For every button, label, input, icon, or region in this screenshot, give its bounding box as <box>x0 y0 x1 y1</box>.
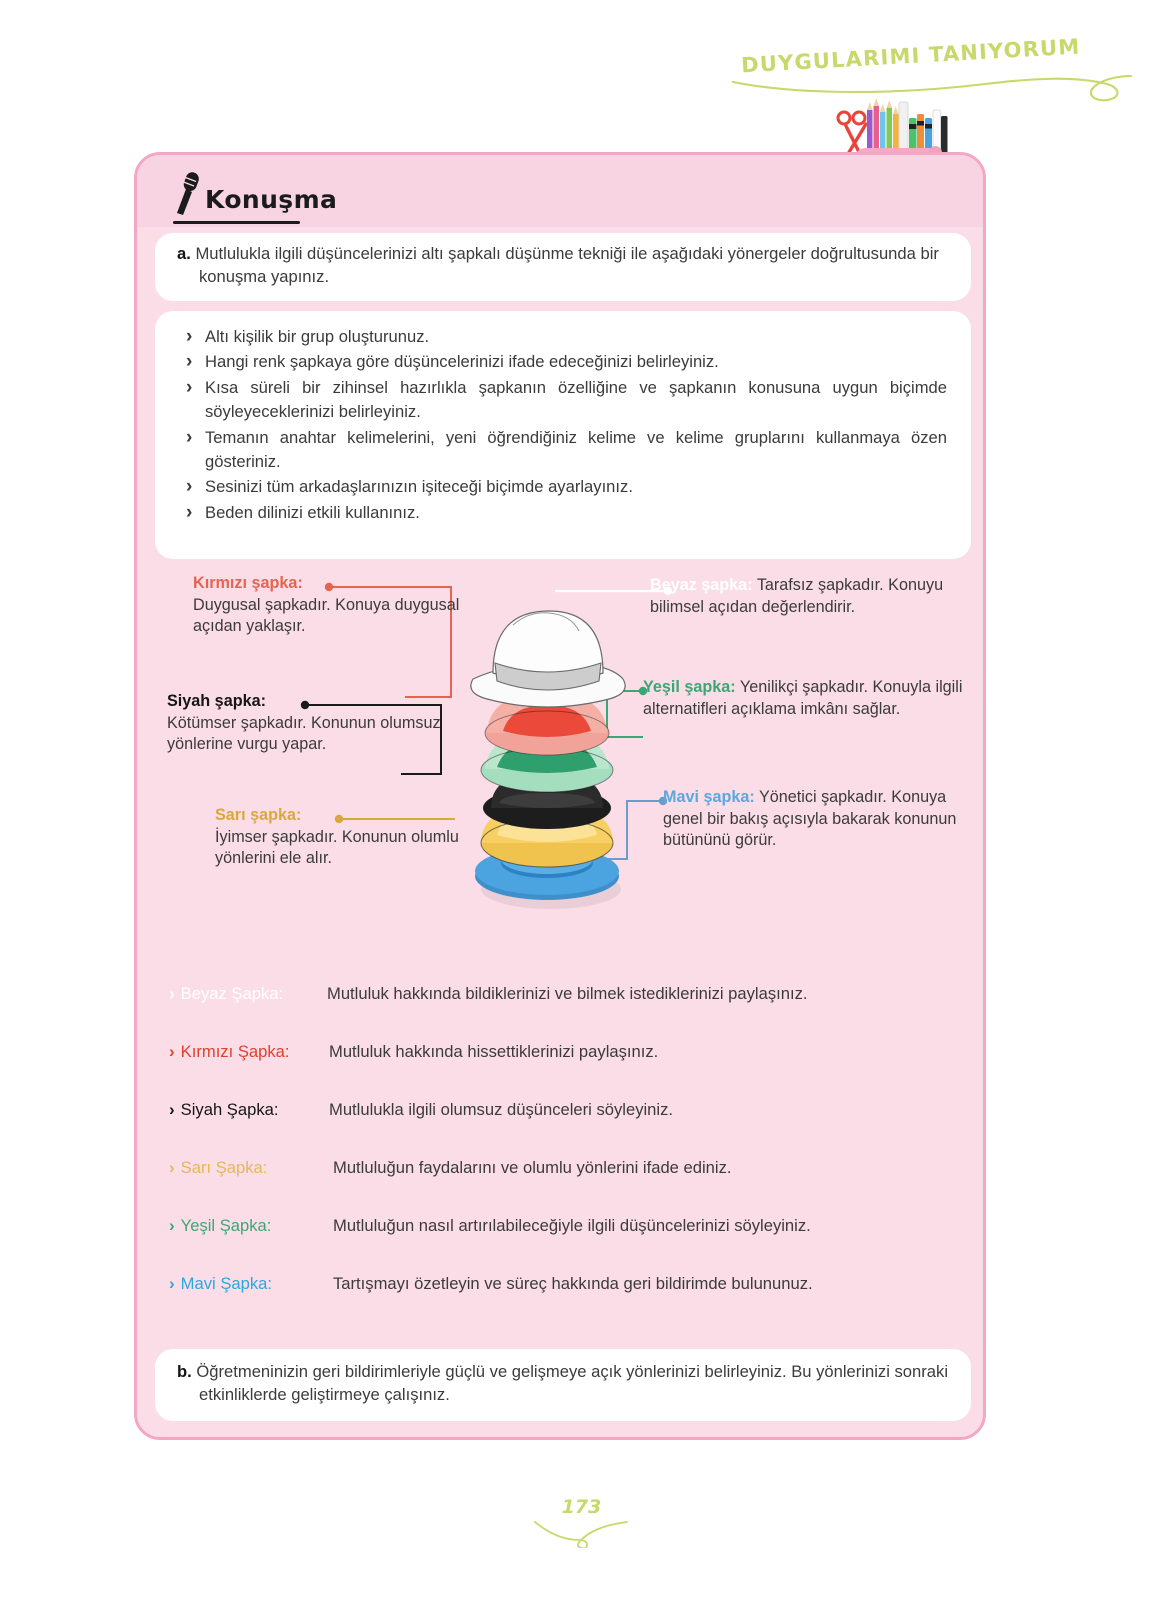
diagram-label-white-heading: Beyaz şapka: <box>650 576 753 594</box>
chevron-icon: › <box>169 1042 175 1061</box>
section-title-underline <box>173 221 300 224</box>
diagram-label-yellow-body: İyimser şapkadır. Konunun olumlu yönlerini ele alır. <box>215 827 459 868</box>
list-item: › Altı kişilik bir grup oluşturunuz. <box>183 325 951 349</box>
task-a-text <box>177 243 953 289</box>
diagram-label-red-heading: Kırmızı şapka: <box>193 574 303 592</box>
task-description: Tartışmayı özetleyin ve süreç hakkında geri bildirimde bulununuz. <box>333 1274 813 1293</box>
instruction-list-box <box>155 311 971 559</box>
diagram-label-white <box>650 575 960 618</box>
task-tag-label: Yeşil Şapka: <box>180 1216 272 1235</box>
chapter-title: DUYGULARIMI TANIYORUM <box>741 34 1082 78</box>
microphone-icon <box>173 171 203 217</box>
task-row <box>155 975 975 1033</box>
diagram-label-yellow <box>215 805 475 870</box>
task-row <box>155 1265 975 1323</box>
diagram-label-black-body: Kötümser şapkadır. Konunun olumsuz yönlerine vurgu yapar. <box>167 713 441 754</box>
task-tag-white <box>161 981 293 1008</box>
task-b-marker: b. <box>177 1362 192 1381</box>
page-number: 173 <box>561 1496 602 1518</box>
diagram-label-blue-body: Yönetici şapkadır. Konuya genel bir bakış açısıyla bakarak konunun bütününü görür. <box>663 788 957 850</box>
diagram-label-green <box>643 677 968 720</box>
task-tag-red <box>161 1039 300 1066</box>
task-row <box>155 1149 975 1207</box>
chevron-icon: › <box>169 1100 175 1119</box>
task-b-text <box>177 1361 953 1407</box>
chevron-icon: › <box>169 1274 175 1293</box>
chevron-icon: › <box>169 984 175 1003</box>
diagram-label-red <box>193 573 463 638</box>
list-item: › Beden dilinizi etkili kullanınız. <box>183 501 951 525</box>
diagram-label-red-body: Duygusal şapkadır. Konuya duygusal açıdan yaklaşır. <box>193 595 460 636</box>
list-item: › Hangi renk şapkaya göre düşüncelerinizi ifade edeceğinizi belirleyiniz. <box>183 350 951 374</box>
list-item: › Kısa süreli bir zihinsel hazırlıkla şapkanın özelliğine ve şapkanın konusuna uygun biçimde söyleyeceklerinizi belirleyiniz. <box>183 376 951 425</box>
task-row <box>155 1091 975 1149</box>
task-tag-yellow <box>161 1155 277 1182</box>
diagram-label-blue <box>663 787 968 852</box>
task-row <box>155 1207 975 1265</box>
diagram-label-yellow-heading: Sarı şapka: <box>215 806 302 824</box>
task-a-marker: a. <box>177 244 191 263</box>
chevron-icon: › <box>169 1158 175 1177</box>
task-tag-label: Mavi Şapka: <box>180 1274 272 1293</box>
stacked-hats-illustration <box>447 571 647 911</box>
section-title-group <box>173 171 337 217</box>
diagram-label-green-body: Yenilikçi şapkadır. Konuyla ilgili alternatifleri açıklama imkânı sağlar. <box>643 678 963 718</box>
task-tag-label: Siyah Şapka: <box>180 1100 279 1119</box>
chevron-icon: › <box>169 1216 175 1235</box>
task-tag-blue <box>161 1271 282 1298</box>
task-tag-label: Sarı Şapka: <box>180 1158 268 1177</box>
task-description: Mutluluğun faydalarını ve olumlu yönlerini ifade ediniz. <box>333 1158 732 1177</box>
instruction-list <box>183 325 951 525</box>
task-description: Mutlulukla ilgili olumsuz düşünceleri söyleyiniz. <box>329 1100 674 1119</box>
diagram-label-blue-heading: Mavi şapka: <box>663 788 755 806</box>
activity-card <box>134 152 986 1440</box>
task-a-box <box>155 233 971 301</box>
task-description: Mutluluğun nasıl artırılabileceğiyle ilgili düşüncelerinizi söyleyiniz. <box>333 1216 811 1235</box>
task-tag-label: Kırmızı Şapka: <box>180 1042 290 1061</box>
page-number-swoosh <box>531 1518 631 1548</box>
diagram-label-black <box>167 691 457 756</box>
task-description: Mutluluk hakkında bildiklerinizi ve bilmek istediklerinizi paylaşınız. <box>327 984 808 1003</box>
diagram-label-black-heading: Siyah şapka: <box>167 692 266 710</box>
diagram-label-white-body: Tarafsız şapkadır. Konuyu bilimsel açıdan değerlendirir. <box>650 576 944 616</box>
scissors-icon <box>838 112 866 154</box>
task-tag-black <box>161 1097 288 1124</box>
white-hat <box>471 611 625 707</box>
task-b-body: Öğretmeninizin geri bildirimleriyle güçlü ve gelişmeye açık yönlerinizi belirleyiniz. Bu yönlerinizi sonraki etkinliklerde geliştirmeye çalışınız. <box>196 1362 949 1404</box>
list-item: › Sesinizi tüm arkadaşlarınızın işiteceği biçimde ayarlayınız. <box>183 475 951 499</box>
hat-task-list <box>155 975 975 1323</box>
task-a-body: Mutlulukla ilgili düşüncelerinizi altı şapkalı düşünme tekniği ile aşağıdaki yönergeler doğrultusunda bir konuşma yapınız. <box>195 244 939 286</box>
task-row <box>155 1033 975 1091</box>
task-description: Mutluluk hakkında hissettiklerinizi paylaşınız. <box>329 1042 659 1061</box>
task-tag-label: Beyaz Şapka: <box>180 984 284 1003</box>
task-b-box <box>155 1349 971 1421</box>
task-tag-green <box>161 1213 281 1240</box>
section-title: Konuşma <box>205 185 338 214</box>
diagram-label-green-heading: Yeşil şapka: <box>643 678 736 696</box>
list-item: › Temanın anahtar kelimelerini, yeni öğrendiğiniz kelime ve kelime gruplarını kullanmaya özen gösteriniz. <box>183 426 951 475</box>
six-hats-diagram <box>155 569 971 929</box>
